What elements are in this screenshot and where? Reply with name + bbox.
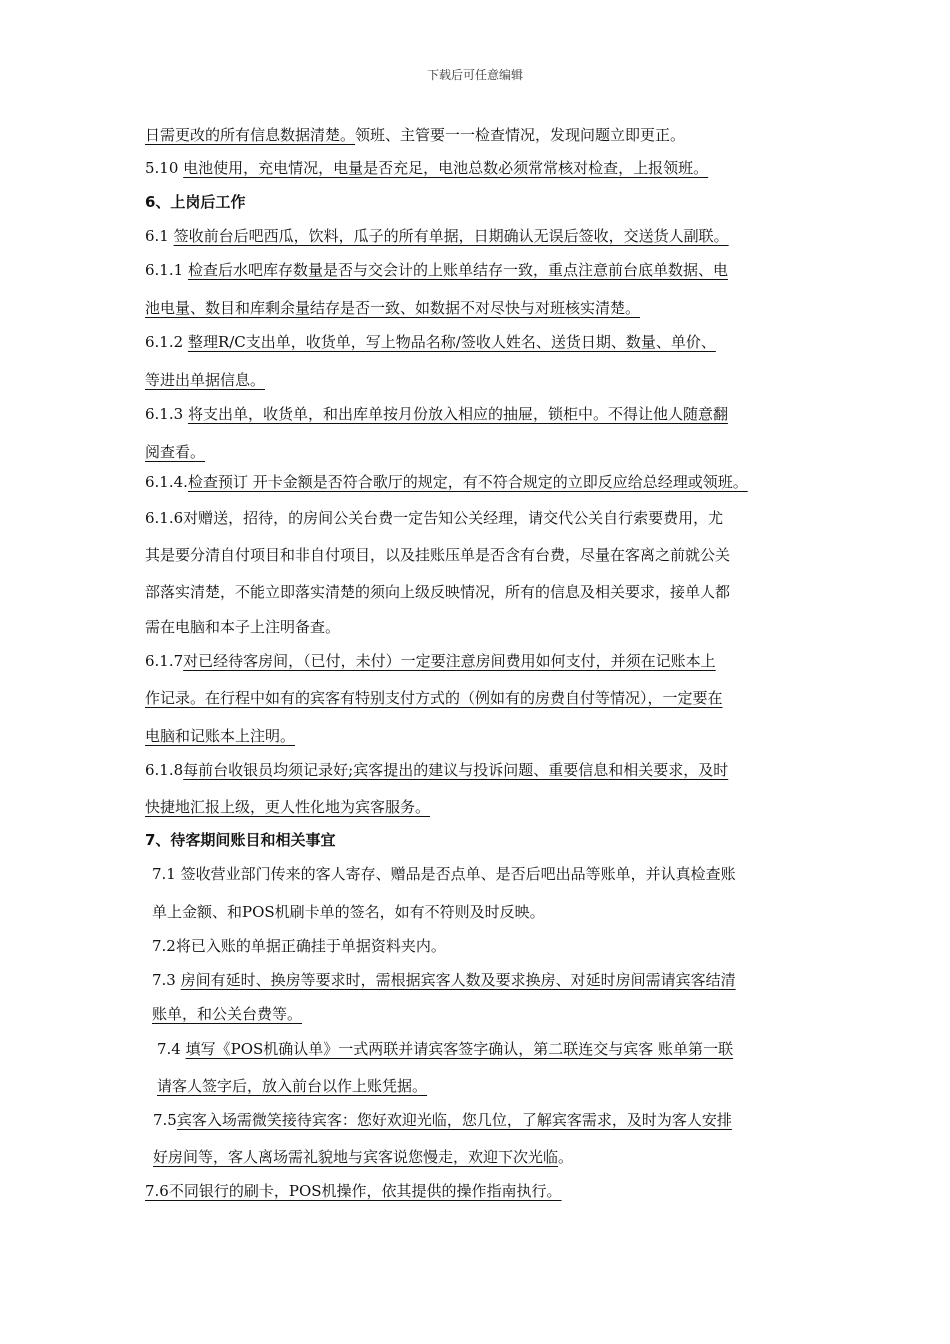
- underlined-text: 请客人签字后，放入前台以作上账凭据。: [157, 1077, 428, 1095]
- text-line: [145, 617, 340, 637]
- line-text: 7.1 签收营业部门传来的客人寄存、赠品是否点单、是否后吧出品等账单，并认真检查账: [152, 865, 736, 883]
- text-line: [145, 651, 716, 671]
- text-line: [145, 298, 640, 318]
- text-line: [145, 582, 730, 602]
- text-line: [145, 508, 723, 528]
- underlined-text: 快捷地汇报上级，更人性化地为宾客服务。: [145, 798, 431, 816]
- line-text: 7、待客期间账目和相关事宜: [145, 831, 336, 849]
- underlined-text: 电池使用，充电情况，电量是否充足，电池总数必须常常核对检查，上报领班。: [183, 159, 709, 177]
- text-line: [152, 936, 446, 956]
- underlined-text: 签收前台后吧西瓜，饮料，瓜子的所有单据，日期确认无误后签收，交送货人副联。: [173, 227, 729, 245]
- underlined-text: 等进出单据信息。: [145, 371, 266, 389]
- text-line: [145, 370, 265, 390]
- text-line: [145, 404, 728, 424]
- underlined-text: 池电量、数目和库剩余量结存是否一致、如数据不对尽快与对班核实清楚。: [145, 299, 641, 317]
- line-text: 6.1.2: [145, 333, 188, 351]
- underlined-text: 填写《POS机确认单》一式两联并请宾客签字确认，第二联连交与宾客 账单第一联: [185, 1040, 734, 1058]
- underlined-text: 对已经待客房间，（已付，未付）一定要注意房间费用如何支付，并须在记账本上: [183, 652, 716, 670]
- section-heading: [145, 830, 335, 850]
- text-line: [145, 125, 685, 145]
- text-line: [145, 260, 728, 280]
- text-line: [145, 472, 748, 492]
- underlined-text: 账单，和公关台费等。: [152, 1005, 303, 1023]
- line-text: 7.4: [157, 1040, 186, 1058]
- underlined-text: 将支出单，收货单，和出库单按月份放入相应的抽屉，锁柜中。不得让他人随意翻: [187, 405, 728, 423]
- line-text: 6.1.4.: [145, 473, 188, 491]
- line-text: 6.1.1: [145, 261, 188, 279]
- line-text: 6.1: [145, 227, 174, 245]
- line-text: 其是要分清自付项目和非自付项目，以及挂账压单是否含有台费，尽量在客离之前就公关: [145, 546, 731, 564]
- text-line: [145, 442, 205, 462]
- line-text: 部落实清楚，不能立即落实清楚的须向上级反映情况，所有的信息及相关要求，接单人都: [145, 583, 731, 601]
- line-text: 5.10: [145, 159, 184, 177]
- line-text: 6.1.6对赠送，招待，的房间公关台费一定告知公关经理，请交代公关自行索要费用，尤: [145, 509, 724, 527]
- text-line: [152, 902, 545, 922]
- text-line: [152, 970, 736, 990]
- line-text: 7.3: [152, 971, 181, 989]
- text-line: [152, 864, 736, 884]
- line-text: 6.1.7: [145, 652, 184, 670]
- text-line: [145, 760, 728, 780]
- line-text: 6.1.3: [145, 405, 188, 423]
- text-line: [153, 1147, 573, 1167]
- line-text: 。: [558, 1148, 574, 1166]
- text-line: [145, 332, 716, 352]
- underlined-text: 7.6不同银行的刷卡，POS机操作，依其提供的操作指南执行。: [145, 1182, 562, 1200]
- underlined-text: 检查预订 开卡金额是否符合歌厅的规定，有不符合规定的立即反应给总经理或领班。: [187, 473, 748, 491]
- line-text: 7.5: [153, 1111, 177, 1129]
- line-text: 6、上岗后工作: [145, 193, 246, 211]
- underlined-text: 宾客入场需微笑接待宾客：您好欢迎光临，您几位，了解宾客需求，及时为客人安排: [176, 1111, 732, 1129]
- section-heading: [145, 192, 245, 212]
- text-line: [145, 1181, 562, 1201]
- page-header: 下载后可任意编辑: [426, 68, 523, 82]
- line-text: 领班、主管要一一检查情况，发现问题立即更正。: [355, 126, 686, 144]
- text-line: [153, 1110, 732, 1130]
- text-line: [145, 726, 295, 746]
- underlined-text: 房间有延时、换房等要求时，需根据宾客人数及要求换房、对延时房间需请宾客结清: [180, 971, 736, 989]
- underlined-text: 检查后水吧库存数量是否与交会计的上账单结存一致，重点注意前台底单数据、电: [187, 261, 728, 279]
- text-line: [145, 158, 708, 178]
- underlined-text: 作记录。在行程中如有的宾客有特别支付方式的（例如有的房费自付等情况），一定要在: [145, 689, 723, 707]
- text-line: [157, 1076, 427, 1096]
- underlined-text: 阅查看。: [145, 443, 206, 461]
- underlined-text: 整理R/C支出单，收货单，写上物品名称/签收人姓名、送货日期、数量、单价、: [187, 333, 716, 351]
- line-text: 6.1.8: [145, 761, 184, 779]
- underlined-text: 日需更改的所有信息数据清楚。: [145, 126, 356, 144]
- line-text: 7.2将已入账的单据正确挂于单据资料夹内。: [152, 937, 446, 955]
- line-text: 需在电脑和本子上注明备查。: [145, 618, 341, 636]
- text-line: [157, 1039, 733, 1059]
- underlined-text: 每前台收银员均须记录好;宾客提出的建议与投诉问题、重要信息和相关要求，及时: [183, 761, 729, 779]
- line-text: 单上金额、和POS机刷卡单的签名，如有不符则及时反映。: [152, 903, 545, 921]
- text-line: [145, 226, 729, 246]
- text-line: [152, 1004, 302, 1024]
- text-line: [145, 545, 730, 565]
- underlined-text: 好房间等，客人离场需礼貌地与宾客说您慢走，欢迎下次光临: [153, 1148, 559, 1166]
- underlined-text: 电脑和记账本上注明。: [145, 727, 296, 745]
- text-line: [145, 688, 723, 708]
- text-line: [145, 797, 430, 817]
